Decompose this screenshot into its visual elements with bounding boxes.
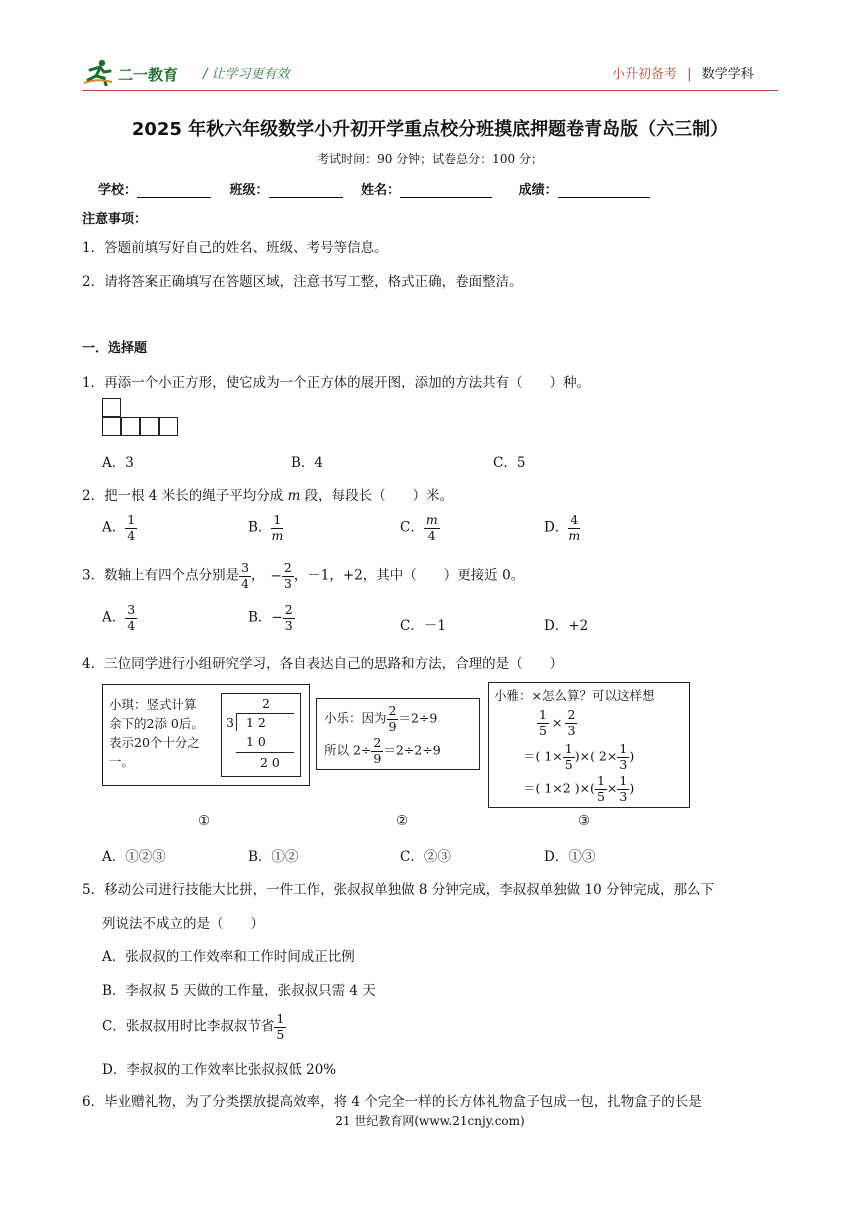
q5-option-a[interactable]: A．张叔叔的工作效率和工作时间成正比例 xyxy=(102,949,355,965)
page-footer: 21 世纪教育网(www.21cnjy.com) xyxy=(335,1114,525,1128)
subject-label: 数学学科 xyxy=(701,67,754,82)
q4-option-c[interactable]: C．②③ xyxy=(400,849,451,865)
box1-line: 一。 xyxy=(109,754,135,769)
divisor: 3 xyxy=(226,715,234,730)
notice-heading: 注意事项： xyxy=(82,212,148,227)
dividend: 1 2 xyxy=(246,715,266,730)
q3-option-d[interactable]: D．+2 xyxy=(544,618,589,634)
question-5-stem-cont: 列说法不成立的是（ ） xyxy=(102,916,264,932)
student-box-xiaole: 小乐：因为 $\frac{2}{9}$ ＝2÷9 所以 2÷ $\frac{2}{9}$ ＝2÷2÷9 xyxy=(316,698,480,770)
question-6-stem: 6．毕业赠礼物，为了分类摆放提高效率，将 4 个完全一样的长方体礼物盒子包成一包，扎物盒子的长是 xyxy=(82,1094,702,1110)
header-rule xyxy=(82,90,778,91)
q2-option-b[interactable]: B． $\frac{1}{m}$ xyxy=(248,512,284,543)
box3-heading: 小雅：×怎么算？可以这样想 xyxy=(494,688,655,703)
notice-item: 2．请将答案正确填写在答题区域，注意书写工整，格式正确，卷面整洁。 xyxy=(82,274,523,290)
section-heading: 一．选择题 xyxy=(82,341,148,356)
remainder: 2 0 xyxy=(260,755,280,770)
logo-text: 二一教育 xyxy=(118,66,179,84)
box1-line: 余下的2添 0后。 xyxy=(109,716,204,731)
q4-option-b[interactable]: B．①② xyxy=(248,849,299,865)
q4-option-a[interactable]: A．①②③ xyxy=(102,849,166,865)
school-label: 学校： xyxy=(98,183,138,198)
box-marker-3: ③ xyxy=(578,813,591,829)
q3-option-c[interactable]: C．－1 xyxy=(400,618,446,634)
name-blank[interactable] xyxy=(400,183,492,198)
box1-line: 小琪：竖式计算 xyxy=(109,697,197,712)
q5-option-c[interactable]: C．张叔叔用时比李叔叔节省 $\frac{1}{5}$ xyxy=(102,1011,285,1042)
info-fields xyxy=(98,179,650,198)
header-divider: | xyxy=(687,67,692,82)
long-division-box xyxy=(221,693,301,777)
score-blank[interactable] xyxy=(558,183,650,198)
student-box-xiaoqi xyxy=(102,684,310,786)
q3-option-b[interactable]: B．− $\frac{2}{3}$ xyxy=(248,602,293,633)
q2-option-a[interactable]: A． $\frac{1}{4}$ xyxy=(102,512,136,543)
q1-option-b[interactable]: B．4 xyxy=(291,455,324,471)
header-right xyxy=(612,63,754,82)
question-4-stem: 4．三位同学进行小组研究学习，各自表达自己的思路和方法，合理的是（ ） xyxy=(82,656,564,672)
q3-option-a[interactable]: A． $\frac{3}{4}$ xyxy=(102,602,136,633)
box-marker-1: ① xyxy=(198,813,211,829)
student-box-xiaoya: 小雅：×怎么算？可以这样想 $\frac{1}{5}$ × $\frac{2}{3}$ ＝( 1× $\frac{1}{5}$ )×( 2× $\frac{1}{3}$ ) ＝( 1×2 )×( $\frac{1}{5}$ × $\frac{1}{3}$ ) xyxy=(488,682,690,808)
box1-line: 表示20个十分之 xyxy=(109,735,200,750)
slogan: / 让学习更有效 xyxy=(203,67,290,82)
school-blank[interactable] xyxy=(137,183,211,198)
subtrahend: 1 0 xyxy=(246,734,266,749)
runner-icon xyxy=(82,58,114,86)
question-2-stem: 2．把一根 4 米长的绳子平均分成 m 段，每段长（ ）米。 xyxy=(82,488,454,504)
class-label: 班级： xyxy=(229,183,269,198)
class-blank[interactable] xyxy=(269,183,343,198)
logo xyxy=(82,58,190,86)
q1-option-c[interactable]: C．5 xyxy=(493,455,526,471)
quotient: 2 xyxy=(262,696,270,711)
q5-option-b[interactable]: B．李叔叔 5 天做的工作量，张叔叔只需 4 天 xyxy=(102,983,376,999)
exam-meta: 考试时间：90 分钟；试卷总分：100 分； xyxy=(317,152,543,166)
question-1-stem: 1．再添一个小正方形，使它成为一个正方体的展开图，添加的方法共有（ ）种。 xyxy=(82,375,591,391)
notice-item: 1．答题前填写好自己的姓名、班级、考号等信息。 xyxy=(82,240,388,256)
question-5-stem: 5．移动公司进行技能大比拼，一件工作，张叔叔单独做 8 分钟完成，李叔叔单独做 10 分钟完成，那么下 xyxy=(82,882,715,898)
q2-option-d[interactable]: D． $\frac{4}{m}$ xyxy=(544,512,581,543)
score-label: 成绩： xyxy=(518,183,558,198)
page-title: 2025 年秋六年级数学小升初开学重点校分班摸底押题卷青岛版（六三制） xyxy=(131,119,729,140)
question-3-stem: 3．数轴上有四个点分别是 $\frac{3}{4}$ ， − $\frac{2}{3}$ ，－1，+2，其中（ ）更接近 0。 xyxy=(82,560,525,591)
box-marker-2: ② xyxy=(396,813,409,829)
name-label: 姓名： xyxy=(361,183,401,198)
exam-category: 小升初备考 xyxy=(612,67,678,82)
q2-option-c[interactable]: C． $\frac{m}{4}$ xyxy=(400,512,438,543)
q5-option-d[interactable]: D．李叔叔的工作效率比张叔叔低 20% xyxy=(102,1062,337,1078)
cube-net-figure xyxy=(102,398,182,440)
q1-option-a[interactable]: A．3 xyxy=(102,455,134,471)
q4-option-d[interactable]: D．①③ xyxy=(544,849,596,865)
